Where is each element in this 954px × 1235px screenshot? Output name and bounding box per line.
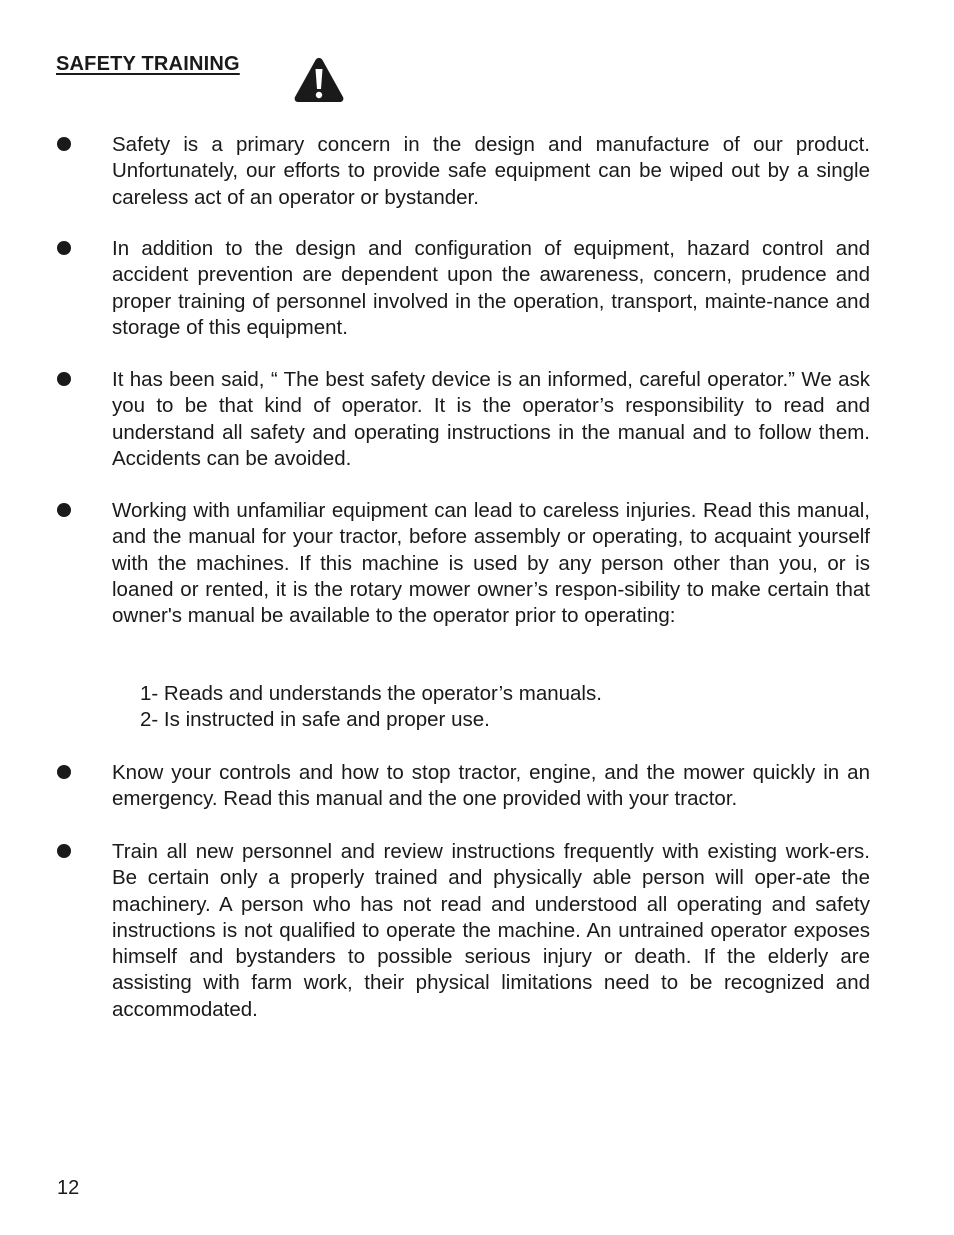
- page-number: 12: [57, 1177, 80, 1199]
- bullet-dot: [57, 503, 71, 517]
- bullet-dot: [57, 372, 71, 386]
- bullet-text: Train all new personnel and review instructions frequently with existing work-ers. Be certain only a properly trained and physically able person will oper-ate the machinery. A person who has not read and understood all operating and safety instructions is not qualified to operate the machine. An untrained operator exposes himself and bystanders to possible serious injury or death. If the elderly are assisting with farm work, their physical limitations need to be recognized and accommodated.: [112, 840, 870, 1021]
- bullet-text: Working with unfamiliar equipment can lead to careless injuries. Read this manual, and the manual for your tractor, before assembly or operating, to acquaint yourself with the machines. If this machine is used by any person other than you, or is loaned or rented, it is the rotary mower owner’s respon-sibility to make certain that owner's manual be available to the operator prior to operating:: [112, 499, 870, 628]
- bullet-dot: [57, 844, 71, 858]
- bullet-dot: [57, 765, 71, 779]
- bullet-text: In addition to the design and configuration of equipment, hazard control and accident prevention are dependent upon the awareness, concern, prudence and proper training of personnel involved in the operation, transport, mainte-nance and storage of this equipment.: [112, 237, 870, 339]
- bullet-text: Know your controls and how to stop tractor, engine, and the mower quickly in an emergency. Read this manual and the one provided with your tractor.: [112, 761, 870, 811]
- bullet-text: Safety is a primary concern in the design and manufacture of our product. Unfortunately, our efforts to provide safe equipment can be wiped out by a single careless act of an operator or bystander.: [112, 133, 870, 209]
- bullet-text: It has been said, “ The best safety device is an informed, careful operator.” We ask you to be that kind of operator. It is the operator’s responsibility to read and understand all safety and operating instructions in the manual and to follow them. Accidents can be avoided.: [112, 368, 870, 470]
- bullet-dot: [57, 241, 71, 255]
- warning-triangle-icon: [293, 56, 345, 103]
- numbered-sub-item: 2- Is instructed in safe and proper use.: [140, 708, 490, 731]
- bullet-dot: [57, 137, 71, 151]
- numbered-sub-item: 1- Reads and understands the operator’s manuals.: [140, 682, 602, 705]
- section-title: SAFETY TRAINING: [56, 53, 240, 75]
